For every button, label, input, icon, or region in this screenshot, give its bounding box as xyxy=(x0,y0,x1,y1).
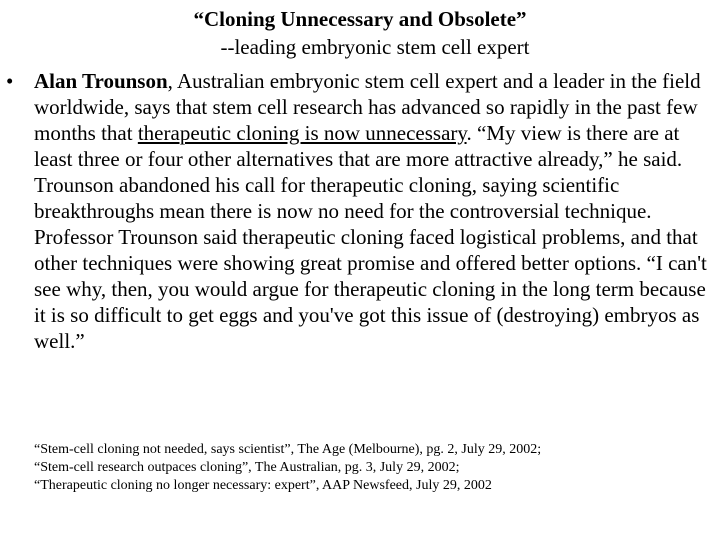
underlined-claim: therapeutic cloning is now unnecessary xyxy=(137,121,467,145)
paragraph-1-text-a: , Australian embryonic stem cell expert and a leader in the field worldwide, says that stem cell research has advanced so rapidly in the past few months that xyxy=(34,69,701,145)
paragraph-3: Professor Trounson said therapeutic cloning faced logistical problems, and that other techniques were showing great promise and offered better options. “I can't see why, then, you would argue for therapeutic cloning in the long term because it is so difficult to get eggs and you've got this issue of (destroying) embryos as well.” xyxy=(34,225,707,353)
paragraph-1-text-b: . “My view is there are at least three or four other alternatives that are more attractive already,” he said. xyxy=(34,121,683,171)
quote-body xyxy=(34,68,718,354)
slide-title: “Cloning Unnecessary and Obsolete” xyxy=(193,7,527,31)
bullet-marker: • xyxy=(6,69,14,93)
paragraph-1 xyxy=(34,68,718,172)
reference-item: “Stem-cell cloning not needed, says scientist”, The Age (Melbourne), pg. 2, July 29, 2002; xyxy=(34,442,542,457)
paragraph-2: Trounson abandoned his call for therapeutic cloning, saying scientific breakthroughs mean there is now no need for the controversial technique. xyxy=(34,173,652,223)
reference-item: “Stem-cell research outpaces cloning”, The Australian, pg. 3, July 29, 2002; xyxy=(34,460,460,475)
slide-subtitle: --leading embryonic stem cell expert xyxy=(220,35,530,59)
expert-name: Alan Trounson xyxy=(34,69,168,93)
reference-item: “Therapeutic cloning no longer necessary: expert”, AAP Newsfeed, July 29, 2002 xyxy=(34,478,492,493)
references xyxy=(34,441,718,495)
